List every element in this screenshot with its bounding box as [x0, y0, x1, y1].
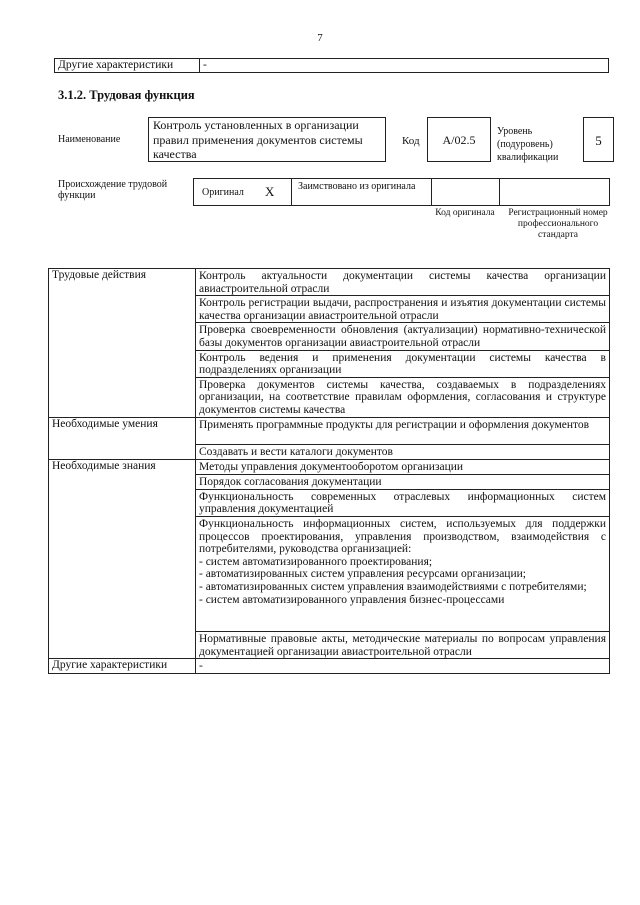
origin-divider-1 [291, 178, 292, 206]
code-value: A/02.5 [427, 117, 491, 162]
skill-row-2: Создавать и вести каталоги документов [196, 444, 610, 459]
knowledge-func-item-1: - систем автоматизированного проектирования; [199, 555, 433, 568]
top-other-characteristics-table [54, 58, 609, 73]
action-row-5: Проверка документов системы качества, создаваемых в подразделениях организации, на соответствие правилам оформления, согласования и структуре документов системы качества [196, 377, 610, 417]
top-other-value: - [200, 59, 609, 73]
function-title: Контроль установленных в организации правил применения документов системы качества [148, 117, 386, 162]
level-label: Уровень (подуровень) квалификации [497, 126, 559, 163]
code-label: Код [402, 135, 420, 147]
skills-label: Необходимые умения [49, 417, 196, 459]
section-heading: 3.1.2. Трудовая функция [58, 88, 195, 102]
knowledge-func-item-4: - систем автоматизированного управления бизнес-процессами [199, 593, 505, 606]
original-mark: X [265, 184, 275, 199]
action-row-1: Контроль актуальности документации системы качества организации авиастроительной отрасли [196, 269, 610, 296]
labor-function-table [48, 268, 610, 674]
knowledge-row-3: Функциональность современных отраслевых информационных систем управления документацией [196, 489, 610, 516]
other-label: Другие характеристики [49, 659, 196, 674]
original-label: Оригинал [202, 187, 244, 198]
knowledge-label: Необходимые знания [49, 459, 196, 658]
borrowed-label: Заимствовано из оригинала [298, 181, 416, 192]
actions-label: Трудовые действия [49, 269, 196, 418]
action-row-2: Контроль регистрации выдачи, распространения и изъятия документации системы качества организации авиастроительной отрасли [196, 296, 610, 323]
knowledge-row-2: Порядок согласования документации [196, 474, 610, 489]
knowledge-func-item-2: - автоматизированных систем управления ресурсами организации; [199, 568, 526, 581]
origin-label: Происхождение трудовой функции [58, 179, 168, 201]
level-value: 5 [583, 117, 614, 162]
naming-label: Наименование [58, 134, 121, 145]
knowledge-row-4 [196, 516, 610, 631]
knowledge-row-1: Методы управления документооборотом организации [196, 459, 610, 474]
knowledge-row-5: Нормативные правовые акты, методические материалы по вопросам управления документацией организации авиастроительной отрасли [196, 631, 610, 658]
origin-divider-3 [499, 178, 500, 206]
knowledge-func-item-3: - автоматизированных систем управления взаимодействиями с потребителями; [199, 580, 587, 593]
origin-box [193, 178, 610, 206]
action-row-3: Проверка своевременности обновления (актуализации) нормативно-технической базы документов организации авиастроительной отрасли [196, 323, 610, 350]
top-other-label: Другие характеристики [55, 59, 200, 73]
reg-number-caption: Регистрационный номер профессионального стандарта [508, 208, 608, 240]
code-original-caption: Код оригинала [435, 208, 495, 218]
page-number: 7 [317, 32, 323, 44]
origin-divider-2 [431, 178, 432, 206]
action-row-4: Контроль ведения и применения документации системы качества в подразделениях организации [196, 350, 610, 377]
skill-row-1: Применять программные продукты для регистрации и оформления документов [196, 417, 610, 444]
knowledge-func-intro: Функциональность информационных систем, используемых для поддержки процессов проектирования, управления производством, взаимодействия с потребителями, руководства организацией: [199, 517, 606, 556]
other-value: - [196, 659, 610, 674]
